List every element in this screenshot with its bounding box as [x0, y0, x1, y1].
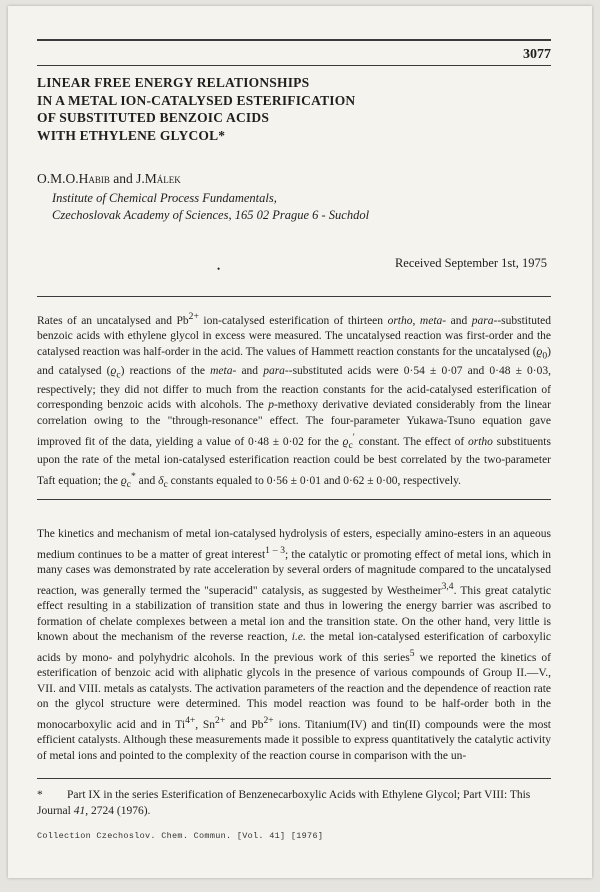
abstract-subscript: c: [348, 439, 353, 451]
body-text: . This great catalytic effect resulting in a stabilization of transition state and thus in lowering the energy barrier was ascribed to formation of chelate complexes between a metal ion and the transition state. On the other hand, very little is known about the mechanism of the reverse reaction,: [37, 584, 551, 644]
author-surname: Habib: [78, 171, 110, 186]
abstract-text: and: [135, 474, 159, 487]
body-text: and Pb: [225, 718, 264, 731]
footnote-text: , 2724 (1976).: [85, 805, 151, 817]
body-text: the metal ion-catalysed esterification of carboxylic acids by mono- and polyhydric alcohols. In the previous work of this series: [37, 631, 551, 664]
rho-symbol: ϱ: [342, 435, 349, 448]
abstract-italic: para-: [263, 364, 289, 377]
author-initials: O.M.O.: [37, 171, 79, 186]
abstract-top-rule: [37, 296, 551, 297]
page-number: 3077: [523, 47, 551, 62]
body-text: ; the catalytic or promoting effect of metal ions, which in many cases was demonstrated by rate acceleration by several orders of magnitude compared to the uncatalysed reaction, was generally termed the "superacid" catalysis, as suggested by Westheimer: [37, 548, 552, 597]
abstract-text: ,: [412, 314, 420, 327]
abstract-text: and: [236, 364, 264, 377]
abstract-superscript: 2+: [188, 311, 199, 322]
abstract-italic: para-: [471, 314, 498, 327]
ion-charge: 4+: [185, 715, 196, 727]
stray-mark: •: [217, 264, 221, 274]
abstract-italic: meta-: [210, 364, 237, 377]
citation: 5: [409, 647, 415, 659]
ion-charge: 2+: [215, 715, 226, 727]
body-italic: i.e.: [291, 631, 306, 644]
author-conjunction: and: [109, 171, 137, 186]
abstract-italic: p: [268, 399, 274, 412]
body-paragraph: [37, 527, 551, 765]
journal-page: [8, 6, 592, 878]
abstract-subscript: c: [126, 479, 131, 491]
title-line: WITH ETHYLENE GLYCOL*: [37, 127, 226, 143]
title-line: LINEAR FREE ENERGY RELATIONSHIPS: [37, 75, 310, 90]
abstract-italic: ortho: [387, 314, 413, 327]
delta-symbol: δ: [158, 474, 164, 487]
abstract-subscript: c: [116, 369, 121, 381]
abstract-subscript: 0: [542, 350, 548, 362]
journal-footer: Collection Czechoslov. Chem. Commun. [Vol. 41] [1976]: [37, 831, 324, 841]
received-date: Received September 1st, 1975: [394, 256, 547, 270]
affiliation-line: Czechoslovak Academy of Sciences, 165 02 Prague 6 - Suchdol: [52, 208, 370, 222]
abstract-text: ion-catalysed esterification of thirteen: [198, 314, 388, 327]
abstract-text: ) and catalysed (: [37, 346, 552, 377]
title-line: IN A METAL ION-CATALYSED ESTERIFICATION: [37, 92, 356, 108]
abstract-italic: ortho: [468, 435, 493, 448]
abstract-italic: meta-: [419, 314, 447, 327]
abstract-text: -substituted benzoic acids with ethylene glycol in excess were measured. The uncatalysed reaction was first-order and the catalysed reaction was half-order in the acid. The values of Hammett reaction constants for the uncatalysed (: [37, 314, 551, 359]
abstract-text: constant. The effect of: [354, 435, 468, 448]
abstract-superscript: *: [130, 470, 136, 482]
citation: 1 – 3: [265, 544, 286, 556]
authors: [37, 171, 181, 187]
ion-charge: 2+: [263, 715, 274, 727]
footnote-volume: 41: [73, 805, 86, 817]
body-text: , Sn: [195, 718, 216, 731]
abstract-superscript: ′: [352, 431, 355, 443]
footnote-text: Part IX in the series Esterification of Benzenecarboxylic Acids with Ethylene Glycol; Part VIII: This Journal: [37, 789, 531, 817]
affiliation-line: Institute of Chemical Process Fundamentals,: [52, 191, 277, 205]
abstract-text: -substituted acids were 0·54 ± 0·07 and 0·48 ± 0·03, respectively; they did not differ to much from the reaction constants for the acid-catalysed esterification of corresponding benzoic acids with alcohols. The: [37, 364, 552, 412]
abstract-text: -methoxy derivative deviated considerably from the linear correlation owing to the "through-resonance" effect. The four-parameter Yukawa-Tsuno equation gave improved fit of the data, yielding a value of 0·48 ± 0·02 for the: [37, 399, 551, 448]
author-initials: J.: [136, 171, 145, 186]
abstract: [37, 309, 551, 493]
abstract-text: ) reactions of the: [120, 364, 211, 377]
citation: 3,4: [441, 580, 454, 592]
abstract-text: constants equaled to 0·56 ± 0·01 and 0·62 ± 0·00, respectively.: [167, 474, 461, 487]
header-rule: [37, 39, 551, 41]
header-rule-lower: [37, 65, 551, 66]
abstract-text: substituents upon the rate of the metal ion-catalysed esterification reaction could be best correlated by the two-parameter Taft equation; the: [37, 435, 551, 487]
body-text: The kinetics and mechanism of metal ion-catalysed hydrolysis of esters, especially amino-esters in an aqueous medium continues to be a matter of great interest: [37, 528, 551, 561]
title-line: OF SUBSTITUTED BENZOIC ACIDS: [37, 110, 270, 126]
footnote: [37, 787, 551, 819]
body-text: we reported the kinetics of esterification of benzoic acid with aliphatic glycols in the presence of various compounds of Group II.—V., VII. and VIII. metals as catalysts. The activation parameters of the reaction and the dependence of reaction rate on the glycol structure were determined. This model reaction was found to be half-order both in the monocarboxylic acid and in Ti: [37, 651, 552, 731]
rho-symbol: ϱ: [536, 346, 543, 359]
footnote-rule: [37, 778, 551, 779]
body-text: ions. Titanium(IV) and tin(II) compounds were the most efficient catalysts. Although these measurements made it possible to express quantitatively the catalytic activity of metal ions and pointed to the complexity of the reaction course in comparison with the un-: [37, 718, 551, 763]
abstract-text: and: [446, 314, 472, 327]
abstract-bottom-rule: [37, 499, 551, 500]
abstract-subscript: c: [163, 479, 168, 491]
footnote-marker: *: [37, 789, 43, 801]
rho-symbol: ϱ: [120, 474, 127, 487]
article-title: [37, 74, 557, 144]
affiliation: [52, 190, 369, 224]
author-surname: Málek: [144, 171, 181, 186]
rho-symbol: ϱ: [110, 364, 117, 377]
abstract-text: Rates of an uncatalysed and Pb: [37, 314, 189, 327]
